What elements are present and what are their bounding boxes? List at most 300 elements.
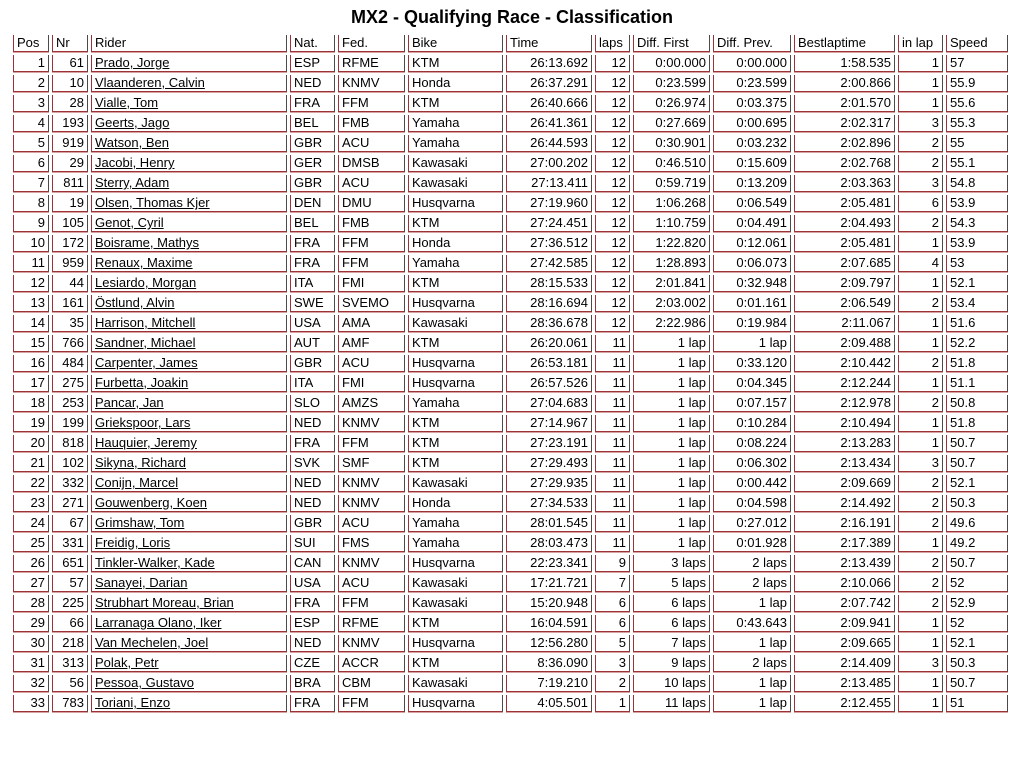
cell-bike: Honda: [408, 235, 503, 252]
cell-laps: 11: [595, 435, 630, 452]
cell-time: 15:20.948: [506, 595, 592, 612]
cell-speed: 51.8: [946, 355, 1008, 372]
column-header-nat: Nat.: [290, 35, 335, 52]
cell-bestlaptime: 2:16.191: [794, 515, 895, 532]
cell-speed: 54.3: [946, 215, 1008, 232]
cell-diff_prev: 0:04.598: [713, 495, 791, 512]
cell-speed: 51.6: [946, 315, 1008, 332]
cell-pos: 14: [13, 315, 49, 332]
cell-diff_first: 0:26.974: [633, 95, 710, 112]
cell-nr: 332: [52, 475, 88, 492]
cell-bestlaptime: 2:09.941: [794, 615, 895, 632]
cell-rider: [91, 175, 287, 192]
cell-laps: 11: [595, 535, 630, 552]
cell-time: 26:57.526: [506, 375, 592, 392]
rider-link[interactable]: Sikyna, Richard: [95, 455, 187, 470]
cell-fed: FFM: [338, 695, 405, 712]
cell-nr: 783: [52, 695, 88, 712]
table-row: [13, 675, 1008, 692]
cell-diff_first: 9 laps: [633, 655, 710, 672]
cell-laps: 9: [595, 555, 630, 572]
cell-time: 7:19.210: [506, 675, 592, 692]
cell-nat: NED: [290, 495, 335, 512]
cell-pos: 19: [13, 415, 49, 432]
cell-bestlaptime: 2:02.317: [794, 115, 895, 132]
rider-link[interactable]: Furbetta, Joakin: [95, 375, 189, 390]
cell-rider: [91, 375, 287, 392]
cell-rider: [91, 675, 287, 692]
table-row: [13, 415, 1008, 432]
rider-link[interactable]: Watson, Ben: [95, 135, 169, 150]
cell-speed: 50.3: [946, 495, 1008, 512]
cell-speed: 50.7: [946, 455, 1008, 472]
cell-bike: Honda: [408, 75, 503, 92]
rider-link[interactable]: Strubhart Moreau, Brian: [95, 595, 234, 610]
cell-bestlaptime: 2:00.866: [794, 75, 895, 92]
cell-nr: 10: [52, 75, 88, 92]
table-row: [13, 275, 1008, 292]
table-row: [13, 575, 1008, 592]
cell-in_lap: 1: [898, 695, 943, 712]
cell-pos: 10: [13, 235, 49, 252]
cell-nr: 35: [52, 315, 88, 332]
cell-speed: 52.9: [946, 595, 1008, 612]
cell-speed: 51: [946, 695, 1008, 712]
cell-speed: 50.7: [946, 675, 1008, 692]
cell-in_lap: 3: [898, 455, 943, 472]
rider-link[interactable]: Vlaanderen, Calvin: [95, 75, 205, 90]
cell-rider: [91, 455, 287, 472]
cell-nat: SUI: [290, 535, 335, 552]
rider-link[interactable]: Griekspoor, Lars: [95, 415, 191, 430]
cell-diff_prev: 0:04.491: [713, 215, 791, 232]
cell-diff_first: 1:28.893: [633, 255, 710, 272]
cell-bike: Husqvarna: [408, 695, 503, 712]
cell-nat: FRA: [290, 595, 335, 612]
table-row: [13, 375, 1008, 392]
cell-bestlaptime: 2:09.797: [794, 275, 895, 292]
table-row: [13, 215, 1008, 232]
cell-diff_prev: 0:08.224: [713, 435, 791, 452]
cell-nr: 19: [52, 195, 88, 212]
table-row: [13, 235, 1008, 252]
rider-link[interactable]: Sandner, Michael: [95, 335, 196, 350]
cell-diff_prev: 0:06.549: [713, 195, 791, 212]
cell-nat: CAN: [290, 555, 335, 572]
cell-rider: [91, 635, 287, 652]
column-header-bike: Bike: [408, 35, 503, 52]
cell-speed: 52: [946, 575, 1008, 592]
cell-time: 27:42.585: [506, 255, 592, 272]
cell-speed: 55.6: [946, 95, 1008, 112]
cell-speed: 49.2: [946, 535, 1008, 552]
column-header-rider: Rider: [91, 35, 287, 52]
cell-in_lap: 1: [898, 635, 943, 652]
cell-rider: [91, 95, 287, 112]
rider-link[interactable]: Jacobi, Henry: [95, 155, 175, 170]
cell-in_lap: 2: [898, 575, 943, 592]
cell-in_lap: 1: [898, 675, 943, 692]
cell-nr: 218: [52, 635, 88, 652]
cell-fed: ACU: [338, 135, 405, 152]
cell-time: 27:23.191: [506, 435, 592, 452]
rider-link[interactable]: Lesiardo, Morgan: [95, 275, 197, 290]
cell-diff_prev: 0:12.061: [713, 235, 791, 252]
cell-nat: CZE: [290, 655, 335, 672]
cell-in_lap: 2: [898, 515, 943, 532]
cell-speed: 55.9: [946, 75, 1008, 92]
cell-diff_prev: 0:13.209: [713, 175, 791, 192]
cell-diff_first: 3 laps: [633, 555, 710, 572]
cell-bike: KTM: [408, 615, 503, 632]
rider-link[interactable]: Östlund, Alvin: [95, 295, 175, 310]
cell-diff_first: 2:01.841: [633, 275, 710, 292]
rider-link[interactable]: Geerts, Jago: [95, 115, 170, 130]
cell-in_lap: 2: [898, 495, 943, 512]
cell-bike: Kawasaki: [408, 315, 503, 332]
rider-link[interactable]: Harrison, Mitchell: [95, 315, 196, 330]
cell-in_lap: 2: [898, 355, 943, 372]
cell-speed: 53.9: [946, 195, 1008, 212]
cell-nat: SVK: [290, 455, 335, 472]
cell-bestlaptime: 2:03.363: [794, 175, 895, 192]
cell-bike: Husqvarna: [408, 295, 503, 312]
table-row: [13, 595, 1008, 612]
cell-pos: 2: [13, 75, 49, 92]
cell-rider: [91, 495, 287, 512]
cell-pos: 15: [13, 335, 49, 352]
cell-laps: 1: [595, 695, 630, 712]
header-row: [13, 35, 1008, 52]
cell-time: 27:24.451: [506, 215, 592, 232]
cell-bestlaptime: 2:10.494: [794, 415, 895, 432]
cell-pos: 29: [13, 615, 49, 632]
table-row: [13, 635, 1008, 652]
cell-diff_prev: 1 lap: [713, 635, 791, 652]
cell-pos: 26: [13, 555, 49, 572]
cell-diff_first: 0:59.719: [633, 175, 710, 192]
column-header-speed: Speed: [946, 35, 1008, 52]
cell-diff_first: 1 lap: [633, 335, 710, 352]
cell-nr: 56: [52, 675, 88, 692]
cell-diff_first: 1:06.268: [633, 195, 710, 212]
table-row: [13, 75, 1008, 92]
cell-in_lap: 1: [898, 315, 943, 332]
cell-nat: ITA: [290, 375, 335, 392]
cell-bestlaptime: 1:58.535: [794, 55, 895, 72]
cell-bike: Yamaha: [408, 135, 503, 152]
cell-nat: NED: [290, 635, 335, 652]
cell-bike: KTM: [408, 95, 503, 112]
cell-speed: 53: [946, 255, 1008, 272]
cell-nr: 102: [52, 455, 88, 472]
cell-nr: 29: [52, 155, 88, 172]
cell-rider: [91, 235, 287, 252]
cell-rider: [91, 695, 287, 712]
cell-speed: 53.4: [946, 295, 1008, 312]
cell-speed: 49.6: [946, 515, 1008, 532]
table-row: [13, 335, 1008, 352]
cell-speed: 51.1: [946, 375, 1008, 392]
cell-fed: AMF: [338, 335, 405, 352]
cell-rider: [91, 195, 287, 212]
cell-rider: [91, 155, 287, 172]
cell-bike: Kawasaki: [408, 175, 503, 192]
cell-fed: FFM: [338, 435, 405, 452]
cell-bestlaptime: 2:11.067: [794, 315, 895, 332]
cell-bike: Kawasaki: [408, 675, 503, 692]
cell-laps: 7: [595, 575, 630, 592]
cell-fed: KNMV: [338, 475, 405, 492]
cell-pos: 6: [13, 155, 49, 172]
cell-in_lap: 1: [898, 95, 943, 112]
cell-bike: Kawasaki: [408, 155, 503, 172]
table-row: [13, 555, 1008, 572]
rider-link[interactable]: Toriani, Enzo: [95, 695, 171, 710]
cell-diff_first: 1 lap: [633, 355, 710, 372]
cell-pos: 13: [13, 295, 49, 312]
cell-time: 28:36.678: [506, 315, 592, 332]
cell-rider: [91, 535, 287, 552]
cell-bestlaptime: 2:12.978: [794, 395, 895, 412]
cell-in_lap: 1: [898, 335, 943, 352]
cell-laps: 12: [595, 95, 630, 112]
cell-time: 28:01.545: [506, 515, 592, 532]
cell-rider: [91, 275, 287, 292]
cell-time: 26:53.181: [506, 355, 592, 372]
rider-link[interactable]: Sanayei, Darian: [95, 575, 188, 590]
cell-laps: 11: [595, 395, 630, 412]
cell-nr: 484: [52, 355, 88, 372]
cell-bestlaptime: 2:09.488: [794, 335, 895, 352]
cell-nr: 67: [52, 515, 88, 532]
cell-diff_prev: 1 lap: [713, 695, 791, 712]
rider-link[interactable]: Prado, Jorge: [95, 55, 170, 70]
rider-link[interactable]: Tinkler-Walker, Kade: [95, 555, 215, 570]
cell-rider: [91, 655, 287, 672]
rider-link[interactable]: Polak, Petr: [95, 655, 159, 670]
cell-bike: KTM: [408, 275, 503, 292]
cell-diff_first: 2:03.002: [633, 295, 710, 312]
cell-pos: 21: [13, 455, 49, 472]
table-row: [13, 655, 1008, 672]
rider-link[interactable]: Genot, Cyril: [95, 215, 164, 230]
cell-diff_first: 2:22.986: [633, 315, 710, 332]
cell-nr: 193: [52, 115, 88, 132]
cell-bike: Honda: [408, 495, 503, 512]
cell-fed: DMU: [338, 195, 405, 212]
cell-laps: 12: [595, 75, 630, 92]
cell-bestlaptime: 2:13.439: [794, 555, 895, 572]
cell-bike: Kawasaki: [408, 575, 503, 592]
rider-link[interactable]: Larranaga Olano, Iker: [95, 615, 222, 630]
table-row: [13, 95, 1008, 112]
cell-nat: SLO: [290, 395, 335, 412]
cell-nat: DEN: [290, 195, 335, 212]
rider-link[interactable]: Carpenter, James: [95, 355, 198, 370]
cell-bike: Kawasaki: [408, 475, 503, 492]
cell-pos: 31: [13, 655, 49, 672]
cell-pos: 32: [13, 675, 49, 692]
cell-diff_first: 1 lap: [633, 535, 710, 552]
cell-diff_first: 10 laps: [633, 675, 710, 692]
cell-fed: FMI: [338, 275, 405, 292]
cell-nr: 331: [52, 535, 88, 552]
rider-link[interactable]: Pancar, Jan: [95, 395, 164, 410]
cell-time: 16:04.591: [506, 615, 592, 632]
cell-speed: 52.1: [946, 635, 1008, 652]
cell-laps: 2: [595, 675, 630, 692]
rider-link[interactable]: Van Mechelen, Joel: [95, 635, 209, 650]
cell-diff_prev: 2 laps: [713, 555, 791, 572]
table-row: [13, 355, 1008, 372]
cell-diff_prev: 0:00.442: [713, 475, 791, 492]
cell-in_lap: 2: [898, 215, 943, 232]
cell-bestlaptime: 2:10.442: [794, 355, 895, 372]
cell-speed: 51.8: [946, 415, 1008, 432]
cell-pos: 18: [13, 395, 49, 412]
cell-in_lap: 2: [898, 135, 943, 152]
table-row: [13, 535, 1008, 552]
cell-nr: 161: [52, 295, 88, 312]
results-body: [13, 55, 1008, 712]
cell-bike: Yamaha: [408, 255, 503, 272]
cell-pos: 3: [13, 95, 49, 112]
cell-laps: 12: [595, 55, 630, 72]
cell-time: 27:29.493: [506, 455, 592, 472]
cell-in_lap: 1: [898, 375, 943, 392]
cell-nr: 811: [52, 175, 88, 192]
rider-link[interactable]: Sterry, Adam: [95, 175, 170, 190]
cell-diff_prev: 0:19.984: [713, 315, 791, 332]
cell-nat: NED: [290, 475, 335, 492]
cell-laps: 11: [595, 515, 630, 532]
cell-bike: KTM: [408, 435, 503, 452]
cell-pos: 12: [13, 275, 49, 292]
cell-rider: [91, 475, 287, 492]
cell-pos: 28: [13, 595, 49, 612]
cell-time: 27:14.967: [506, 415, 592, 432]
cell-nat: USA: [290, 315, 335, 332]
cell-diff_prev: 0:04.345: [713, 375, 791, 392]
cell-nat: BEL: [290, 115, 335, 132]
rider-link[interactable]: Hauquier, Jeremy: [95, 435, 197, 450]
cell-fed: FFM: [338, 235, 405, 252]
cell-nat: GBR: [290, 515, 335, 532]
cell-diff_prev: 0:23.599: [713, 75, 791, 92]
cell-diff_first: 1 lap: [633, 375, 710, 392]
cell-bestlaptime: 2:13.283: [794, 435, 895, 452]
table-row: [13, 195, 1008, 212]
table-row: [13, 155, 1008, 172]
cell-pos: 27: [13, 575, 49, 592]
table-row: [13, 315, 1008, 332]
cell-laps: 11: [595, 335, 630, 352]
cell-diff_first: 6 laps: [633, 615, 710, 632]
cell-nr: 313: [52, 655, 88, 672]
cell-laps: 3: [595, 655, 630, 672]
cell-bestlaptime: 2:10.066: [794, 575, 895, 592]
cell-diff_first: 1 lap: [633, 455, 710, 472]
cell-fed: RFME: [338, 55, 405, 72]
cell-laps: 12: [595, 235, 630, 252]
cell-nr: 959: [52, 255, 88, 272]
column-header-bestlaptime: Bestlaptime: [794, 35, 895, 52]
table-row: [13, 115, 1008, 132]
cell-in_lap: 3: [898, 175, 943, 192]
rider-link[interactable]: Vialle, Tom: [95, 95, 159, 110]
rider-link[interactable]: Gouwenberg, Koen: [95, 495, 208, 510]
cell-time: 27:19.960: [506, 195, 592, 212]
cell-bike: Husqvarna: [408, 375, 503, 392]
cell-diff_first: 0:00.000: [633, 55, 710, 72]
rider-link[interactable]: Pessoa, Gustavo: [95, 675, 194, 690]
cell-nr: 818: [52, 435, 88, 452]
cell-diff_prev: 1 lap: [713, 335, 791, 352]
cell-bike: KTM: [408, 335, 503, 352]
cell-time: 26:40.666: [506, 95, 592, 112]
table-row: [13, 475, 1008, 492]
cell-nat: ITA: [290, 275, 335, 292]
cell-bike: Yamaha: [408, 515, 503, 532]
cell-rider: [91, 615, 287, 632]
rider-link[interactable]: Conijn, Marcel: [95, 475, 179, 490]
cell-diff_prev: 0:27.012: [713, 515, 791, 532]
cell-time: 22:23.341: [506, 555, 592, 572]
rider-link[interactable]: Olsen, Thomas Kjer: [95, 195, 210, 210]
cell-nat: FRA: [290, 255, 335, 272]
cell-fed: ACCR: [338, 655, 405, 672]
cell-time: 27:29.935: [506, 475, 592, 492]
cell-diff_first: 0:23.599: [633, 75, 710, 92]
cell-bestlaptime: 2:07.742: [794, 595, 895, 612]
cell-fed: FFM: [338, 595, 405, 612]
cell-nat: BEL: [290, 215, 335, 232]
cell-in_lap: 2: [898, 155, 943, 172]
rider-link[interactable]: Boisrame, Mathys: [95, 235, 200, 250]
cell-bike: Husqvarna: [408, 635, 503, 652]
cell-nat: NED: [290, 415, 335, 432]
rider-link[interactable]: Grimshaw, Tom: [95, 515, 185, 530]
rider-link[interactable]: Freidig, Loris: [95, 535, 171, 550]
column-header-laps: laps: [595, 35, 630, 52]
cell-speed: 57: [946, 55, 1008, 72]
cell-bestlaptime: 2:13.485: [794, 675, 895, 692]
cell-bestlaptime: 2:04.493: [794, 215, 895, 232]
cell-bestlaptime: 2:06.549: [794, 295, 895, 312]
cell-rider: [91, 315, 287, 332]
cell-time: 8:36.090: [506, 655, 592, 672]
cell-pos: 8: [13, 195, 49, 212]
cell-fed: ACU: [338, 575, 405, 592]
cell-in_lap: 1: [898, 435, 943, 452]
rider-link[interactable]: Renaux, Maxime: [95, 255, 193, 270]
cell-pos: 1: [13, 55, 49, 72]
cell-laps: 11: [595, 355, 630, 372]
cell-laps: 12: [595, 255, 630, 272]
table-row: [13, 455, 1008, 472]
cell-diff_first: 6 laps: [633, 595, 710, 612]
cell-time: 26:13.692: [506, 55, 592, 72]
cell-in_lap: 3: [898, 115, 943, 132]
cell-in_lap: 6: [898, 195, 943, 212]
cell-pos: 4: [13, 115, 49, 132]
cell-bike: Yamaha: [408, 535, 503, 552]
cell-laps: 5: [595, 635, 630, 652]
cell-fed: FFM: [338, 255, 405, 272]
column-header-in_lap: in lap: [898, 35, 943, 52]
cell-nat: GBR: [290, 355, 335, 372]
